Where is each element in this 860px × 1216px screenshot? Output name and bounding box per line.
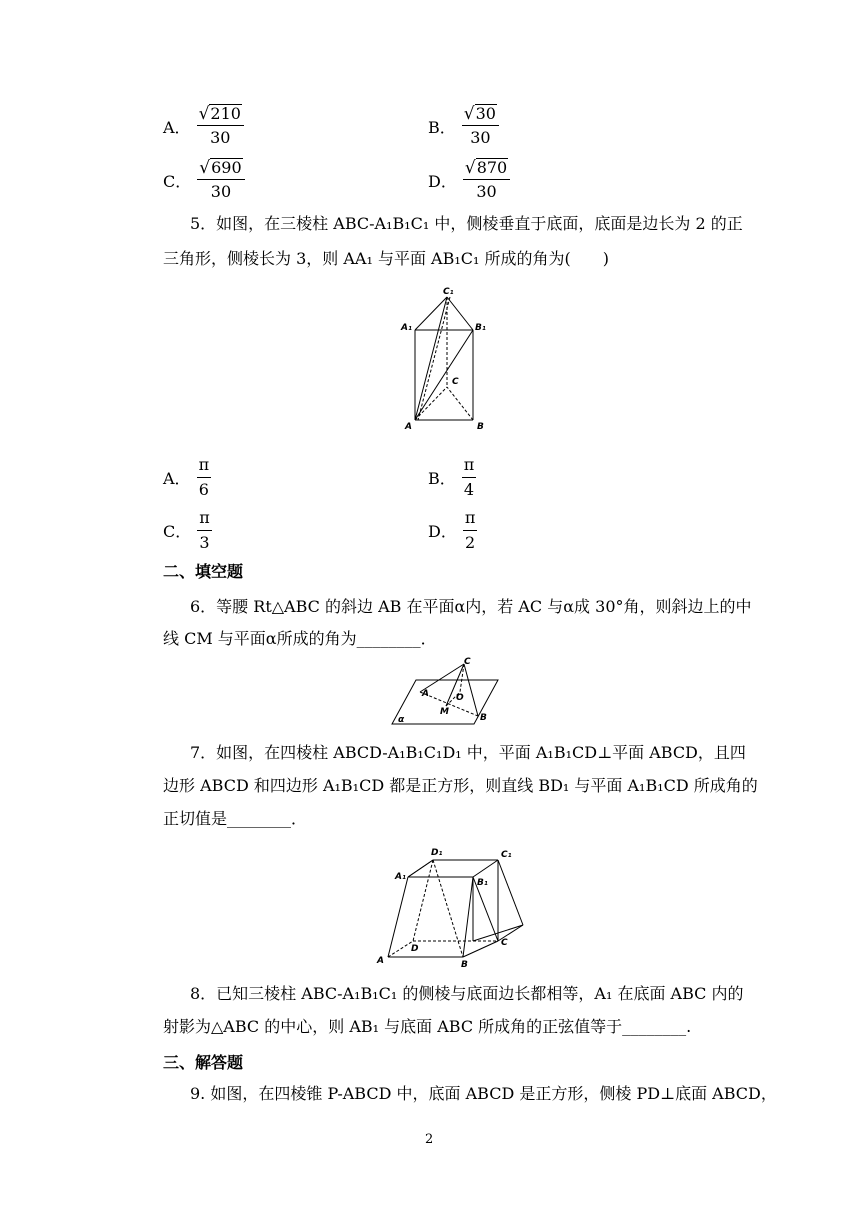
label-b1: B₁ (477, 878, 488, 888)
label-b: B (477, 422, 484, 432)
label-c1: C₁ (501, 850, 512, 860)
q5-option-a (163, 455, 211, 500)
label-a: A (422, 689, 429, 699)
fraction (463, 508, 478, 553)
section-heading-solutions: 三、解答题 (163, 1053, 244, 1072)
q5-option-d (428, 508, 477, 553)
label-a: A (377, 956, 384, 966)
denominator: 2 (465, 533, 476, 552)
label-alpha: α (398, 715, 405, 725)
denominator: 30 (210, 128, 231, 147)
denominator: 30 (470, 128, 491, 147)
option-label: A． (163, 117, 191, 137)
label-c: C (464, 657, 471, 667)
label-c: C (452, 377, 459, 387)
option-label: D． (428, 171, 457, 191)
section-heading-fill-in: 二、填空题 (163, 562, 244, 581)
q8-text-line-1: 8．已知三棱柱 ABC-A₁B₁C₁ 的侧棱与底面边长都相等，A₁ 在底面 ABC 内的 (190, 984, 744, 1003)
numerator: π (463, 455, 475, 474)
fraction (462, 455, 477, 500)
numerator: π (198, 455, 210, 474)
q7-prism-diagram (373, 845, 533, 970)
q6-plane-diagram (388, 656, 508, 726)
label-a1: A₁ (401, 323, 412, 333)
label-c: C (501, 938, 508, 948)
q7-text-line-2: 边形 ABCD 和四边形 A₁B₁CD 都是正方形，则直线 BD₁ 与平面 A₁B₁CD 所成角的 (163, 776, 758, 795)
denominator: 3 (199, 533, 210, 552)
q8-text-line-2: 射影为△ABC 的中心，则 AB₁ 与底面 ABC 所成角的正弦值等于________. (163, 1017, 692, 1036)
label-o: O (456, 693, 464, 703)
q4-option-c (163, 158, 245, 202)
q6-text-line-2: 线 CM 与平面α所成的角为________． (163, 629, 437, 648)
label-b: B (461, 960, 468, 970)
denominator: 30 (210, 182, 232, 201)
label-a: A (405, 422, 412, 432)
denominator: 4 (463, 480, 475, 499)
radicand: 870 (476, 158, 508, 177)
label-m: M (440, 707, 449, 717)
option-label: C． (163, 171, 192, 191)
option-label: D． (428, 522, 457, 541)
option-label: C． (163, 522, 192, 541)
q4-option-d (428, 158, 510, 202)
fraction: √ 870 30 (463, 158, 510, 202)
option-label: B． (428, 469, 456, 488)
q5-text-line-2: 三角形，侧棱长为 3，则 AA₁ 与平面 AB₁C₁ 所成的角为( ) (163, 249, 610, 268)
fraction (197, 455, 212, 500)
q7-text-line-3: 正切值是________． (163, 809, 308, 828)
option-label: A． (163, 469, 191, 488)
page-number: 2 (425, 1132, 434, 1147)
label-d: D (411, 944, 419, 954)
q5-text-line-1: 5．如图，在三棱柱 ABC-A₁B₁C₁ 中，侧棱垂直于底面，底面是边长为 2 的正 (190, 214, 743, 233)
label-d1: D₁ (431, 848, 443, 858)
radicand: 210 (210, 104, 241, 123)
q5-option-c (163, 508, 212, 553)
label-b: B (480, 713, 487, 723)
fraction (197, 508, 212, 553)
q5-prism-diagram (395, 282, 515, 432)
denominator: 30 (476, 182, 497, 201)
q6-text-line-1: 6．等腰 Rt△ABC 的斜边 AB 在平面α内，若 AC 与α成 30°角，则斜边上的中 (190, 597, 752, 616)
denominator: 6 (198, 480, 209, 499)
fraction: √ 30 30 (462, 104, 499, 148)
numerator: π (199, 508, 210, 527)
radicand: 690 (211, 158, 242, 177)
q7-text-line-1: 7．如图，在四棱柱 ABCD-A₁B₁C₁D₁ 中，平面 A₁B₁CD⊥平面 ABCD，且四 (190, 743, 746, 762)
q4-option-b (428, 104, 499, 148)
fraction: √ 690 30 (197, 158, 244, 202)
label-c1: C₁ (443, 287, 454, 297)
q9-text-line-1: 9. 如图，在四棱锥 P-ABCD 中，底面 ABCD 是正方形，侧棱 PD⊥底面 ABCD， (190, 1084, 777, 1103)
label-a1: A₁ (395, 872, 406, 882)
option-label: B． (428, 117, 456, 137)
q4-option-a (163, 104, 244, 148)
radicand: 30 (475, 104, 496, 123)
label-b1: B₁ (475, 323, 486, 333)
fraction: √ 210 30 (197, 104, 244, 148)
numerator: π (464, 508, 476, 527)
q5-option-b (428, 455, 476, 500)
